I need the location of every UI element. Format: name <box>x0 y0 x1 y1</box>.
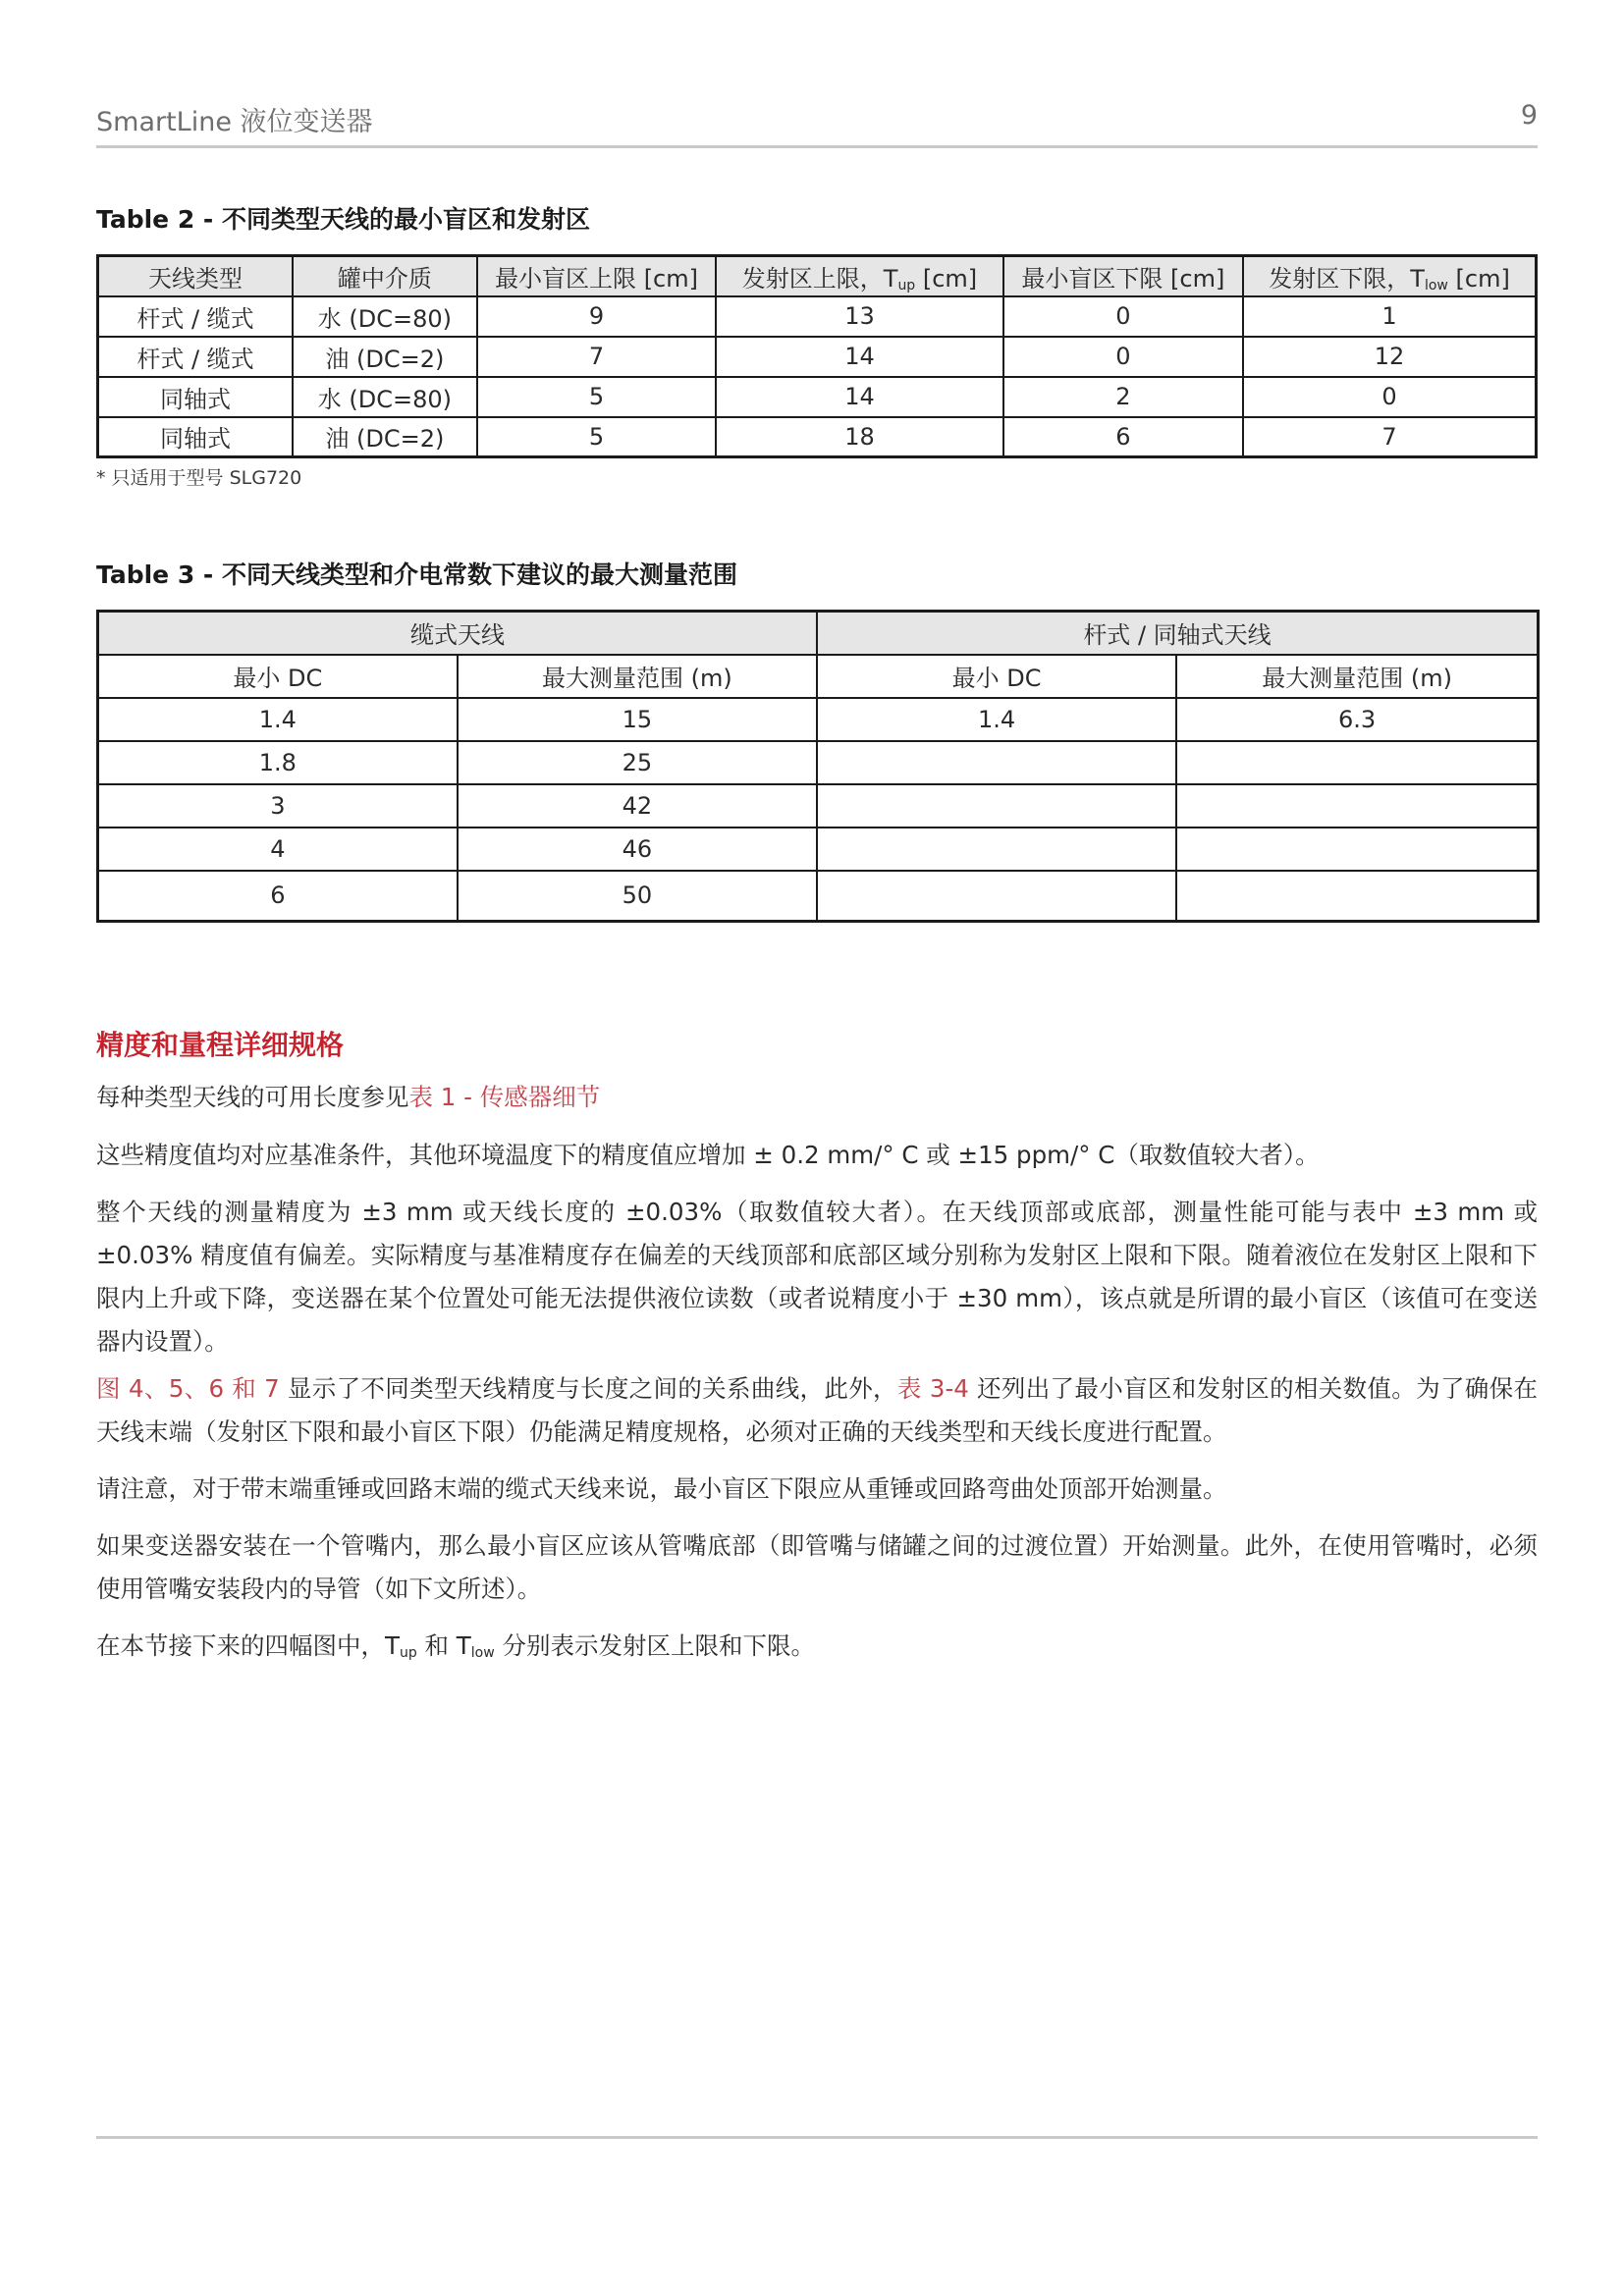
cell: 12 <box>1243 337 1536 377</box>
cell: 1.8 <box>98 741 458 784</box>
group-header-cable: 缆式天线 <box>98 612 817 655</box>
sub-header-min-dc: 最小 DC <box>98 655 458 698</box>
table-row <box>98 828 1539 871</box>
header-min-blind-upper: 最小盲区上限 [cm] <box>477 256 716 296</box>
cell: 同轴式 <box>98 377 294 417</box>
table-row <box>98 337 1537 377</box>
cell: 5 <box>477 417 716 457</box>
link-table-1[interactable]: 表 1 - 传感器细节 <box>408 1083 601 1111</box>
cell: 4 <box>98 828 458 871</box>
paragraph-6: 如果变送器安装在一个管嘴内，那么最小盲区应该从管嘴底部（即管嘴与储罐之间的过渡位置）开始测量。此外，在使用管嘴时，必须使用管嘴安装段内的导管（如下文所述）。 <box>96 1531 1538 1603</box>
cell: 1.4 <box>98 698 458 741</box>
cell <box>817 741 1176 784</box>
group-header-rod-coax: 杆式 / 同轴式天线 <box>817 612 1539 655</box>
cell: 14 <box>716 377 1002 417</box>
cell: 15 <box>458 698 817 741</box>
cell <box>1176 871 1538 922</box>
cell: 0 <box>1003 296 1243 337</box>
cell: 6 <box>1003 417 1243 457</box>
cell: 50 <box>458 871 817 922</box>
paragraph-4: 图 4、5、6 和 7 显示了不同类型天线精度与长度之间的关系曲线，此外，表 3-4 还列出了最小盲区和发射区的相关数值。为了确保在天线末端（发射区下限和最小盲区下限）仍能满足精度规格，必须对正确的天线类型和天线长度进行配置。 <box>96 1374 1538 1446</box>
cell: 3 <box>98 784 458 828</box>
cell: 1.4 <box>817 698 1176 741</box>
cell <box>1176 741 1538 784</box>
paragraph-1: 每种类型天线的可用长度参见表 1 - 传感器细节 <box>96 1083 601 1111</box>
cell: 9 <box>477 296 716 337</box>
sub-header-max-range: 最大测量范围 (m) <box>458 655 817 698</box>
table-group-header-row <box>98 612 1539 655</box>
table-row <box>98 784 1539 828</box>
cell: 6.3 <box>1176 698 1538 741</box>
sub-header-min-dc: 最小 DC <box>817 655 1176 698</box>
table-row <box>98 871 1539 922</box>
cell: 7 <box>477 337 716 377</box>
table2-title: Table 2 - 不同类型天线的最小盲区和发射区 <box>96 205 591 234</box>
cell: 水 (DC=80) <box>293 377 477 417</box>
header-title: SmartLine 液位变送器 <box>96 107 373 137</box>
cell: 2 <box>1003 377 1243 417</box>
header-medium: 罐中介质 <box>293 256 477 296</box>
table-row <box>98 296 1537 337</box>
sub-header-max-range: 最大测量范围 (m) <box>1176 655 1538 698</box>
cell: 42 <box>458 784 817 828</box>
table3-title: Table 3 - 不同天线类型和介电常数下建议的最大测量范围 <box>96 561 738 589</box>
cell: 0 <box>1003 337 1243 377</box>
cell <box>817 828 1176 871</box>
cell: 1 <box>1243 296 1536 337</box>
cell <box>1176 784 1538 828</box>
table3 <box>96 610 1540 923</box>
cell: 13 <box>716 296 1002 337</box>
cell: 6 <box>98 871 458 922</box>
cell: 杆式 / 缆式 <box>98 296 294 337</box>
table-row <box>98 377 1537 417</box>
header-antenna-type: 天线类型 <box>98 256 294 296</box>
cell: 水 (DC=80) <box>293 296 477 337</box>
table-row <box>98 741 1539 784</box>
table-row <box>98 698 1539 741</box>
cell: 14 <box>716 337 1002 377</box>
table-sub-header-row <box>98 655 1539 698</box>
page-number: 9 <box>1520 100 1538 131</box>
cell <box>1176 828 1538 871</box>
link-table-3-4[interactable]: 表 3-4 <box>896 1374 969 1403</box>
cell: 46 <box>458 828 817 871</box>
cell <box>817 784 1176 828</box>
cell: 油 (DC=2) <box>293 417 477 457</box>
cell <box>817 871 1176 922</box>
table2 <box>96 254 1538 458</box>
paragraph-3: 整个天线的测量精度为 ±3 mm 或天线长度的 ±0.03%（取数值较大者）。在天线顶部或底部，测量性能可能与表中 ±3 mm 或 ±0.03% 精度值有偏差。实际精度与基准精度存在偏差的天线顶部和底部区域分别称为发射区上限和下限。随着液位在发射区上限和下限内上升或下降，变送器在某个位置处可能无法提供液位读数（或者说精度小于 ±30 mm），该点就是所谓的最小盲区（该值可在变送器内设置）。 <box>96 1198 1538 1356</box>
cell: 25 <box>458 741 817 784</box>
paragraph-5: 请注意，对于带末端重锤或回路末端的缆式天线来说，最小盲区下限应从重锤或回路弯曲处顶部开始测量。 <box>96 1474 1227 1503</box>
footer-divider <box>96 2136 1538 2139</box>
header-emit-upper: 发射区上限，$T_{up}$ [cm] <box>716 256 1002 296</box>
cell: 同轴式 <box>98 417 294 457</box>
page-header <box>96 96 1538 148</box>
cell: 0 <box>1243 377 1536 417</box>
link-figures[interactable]: 图 4、5、6 和 7 <box>96 1374 280 1403</box>
cell: 杆式 / 缆式 <box>98 337 294 377</box>
header-min-blind-lower: 最小盲区下限 [cm] <box>1003 256 1243 296</box>
paragraph-2: 这些精度值均对应基准条件，其他环境温度下的精度值应增加 ± 0.2 mm/° C 或 ±15 ppm/° C（取数值较大者）。 <box>96 1141 1320 1169</box>
table-header-row <box>98 256 1537 296</box>
cell: 7 <box>1243 417 1536 457</box>
header-emit-lower: 发射区下限，$T_{low}$ [cm] <box>1243 256 1536 296</box>
section-title: 精度和量程详细规格 <box>96 1029 345 1061</box>
table2-note: * 只适用于型号 SLG720 <box>96 467 302 489</box>
paragraph-7: 在本节接下来的四幅图中，$T_{up}$ 和 $T_{low}$ 分别表示发射区上限和下限。 <box>96 1631 815 1661</box>
cell: 5 <box>477 377 716 417</box>
cell: 油 (DC=2) <box>293 337 477 377</box>
table-row <box>98 417 1537 457</box>
cell: 18 <box>716 417 1002 457</box>
